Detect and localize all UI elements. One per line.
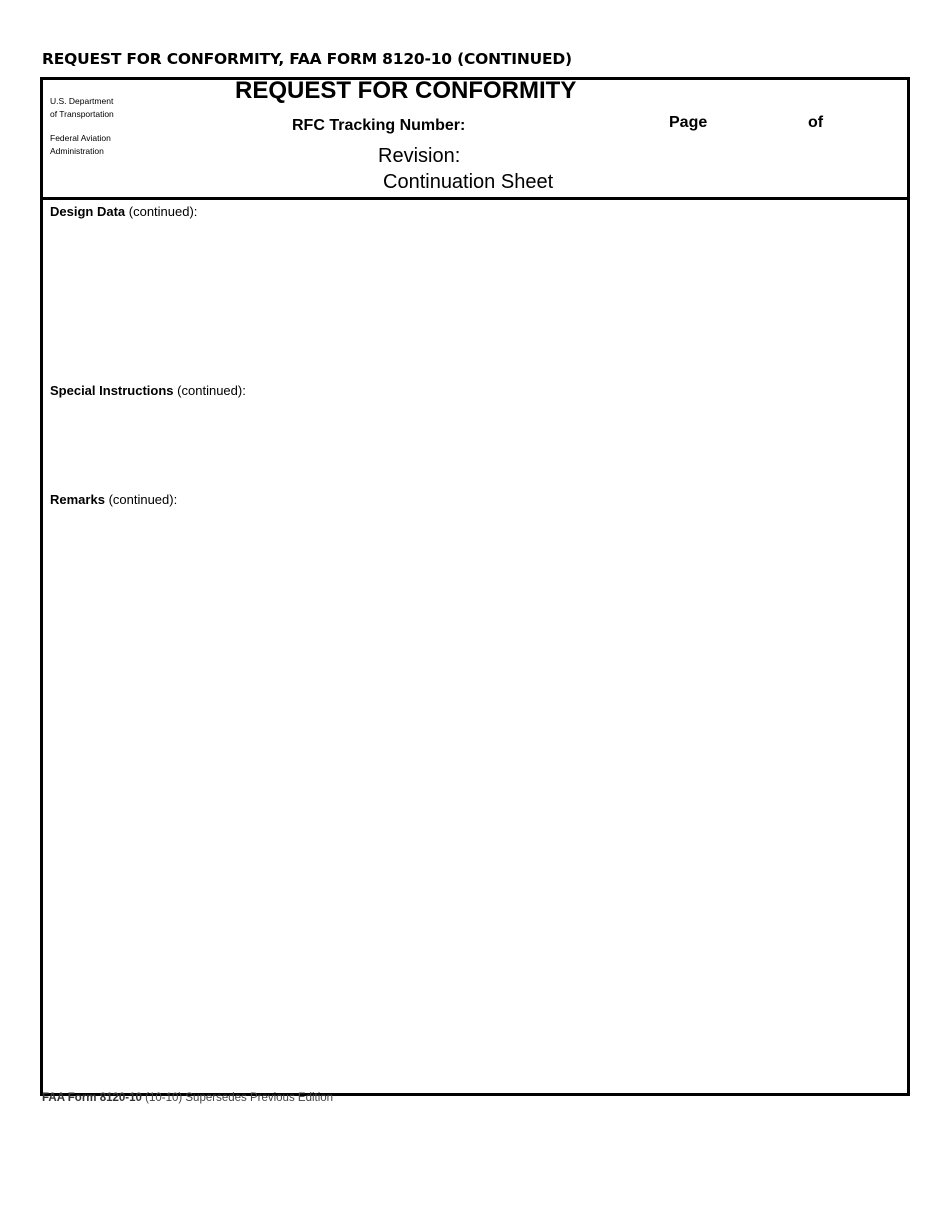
remarks-suffix: (continued): — [108, 492, 178, 507]
page-of-label: of — [808, 114, 824, 131]
agency-faa-line1: Federal Aviation — [50, 133, 111, 143]
form-frame — [40, 77, 910, 1096]
agency-faa-line2: Administration — [50, 146, 104, 156]
rfc-tracking-number-label: RFC Tracking Number: — [292, 117, 466, 134]
design-data-label: Design Data — [50, 204, 126, 219]
page-heading: REQUEST FOR CONFORMITY, FAA FORM 8120-10 (CONTINUED) — [42, 50, 572, 68]
form-header — [43, 77, 907, 200]
design-data-suffix: (continued): — [128, 204, 198, 219]
special-instructions-suffix: (continued): — [177, 383, 246, 398]
form-footer — [42, 1092, 333, 1104]
agency-dept-line2: of Transportation — [50, 109, 114, 119]
page-label: Page — [669, 114, 708, 131]
special-instructions-label: Special Instructions — [50, 383, 174, 398]
footer-form-number: FAA Form 8120-10 — [42, 1092, 142, 1104]
revision-label: Revision: — [378, 145, 461, 167]
agency-dept-line1: U.S. Department — [50, 96, 114, 106]
continuation-sheet-label: Continuation Sheet — [383, 171, 554, 193]
remarks-label: Remarks — [50, 492, 105, 507]
special-instructions-section — [50, 383, 246, 398]
design-data-section — [50, 204, 197, 219]
remarks-section — [50, 492, 177, 507]
footer-edition: (10-10) Supersedes Previous Edition — [145, 1092, 334, 1104]
form-title: REQUEST FOR CONFORMITY — [235, 77, 577, 104]
